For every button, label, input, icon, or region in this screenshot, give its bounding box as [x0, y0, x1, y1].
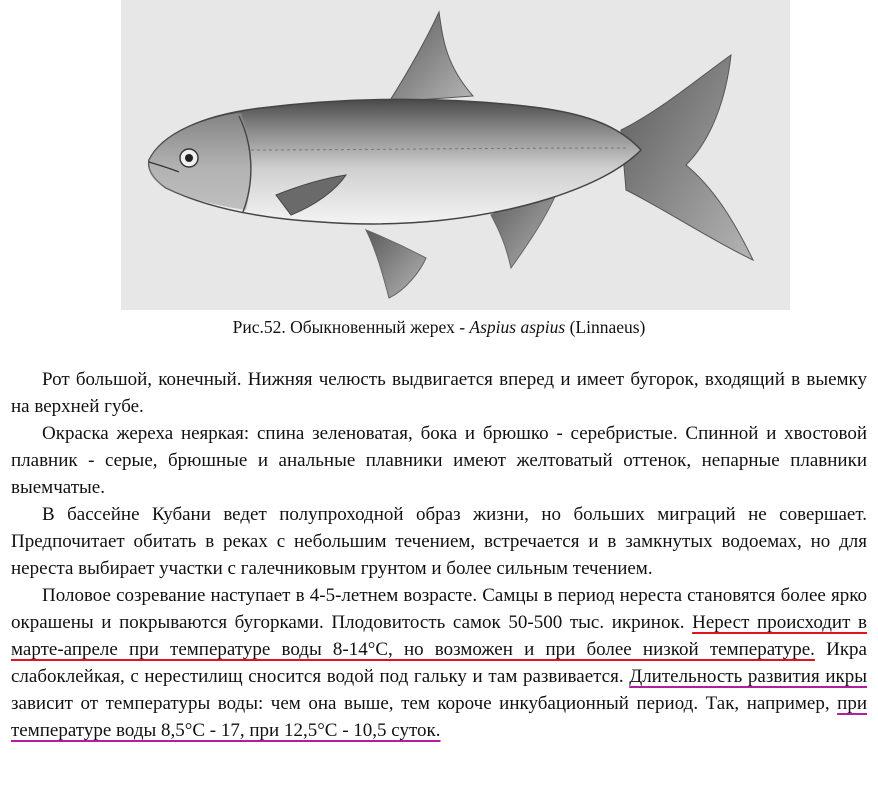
fish-figure: [121, 0, 790, 310]
caption-suffix: (Linnaeus): [565, 317, 646, 337]
caption-prefix: Рис.52. Обыкновенный жерех -: [232, 317, 470, 337]
reproduction-text-1: Половое созревание наступает в 4-5-летнем возрасте. Самцы в период нереста становятся более ярко окрашены и покрываются бугорками. Плодовитость самок 50-500 тыс. икринок.: [11, 585, 867, 633]
caption-latin-name: Aspius aspius: [469, 317, 566, 337]
figure-caption: [0, 316, 878, 338]
highlight-temperature-example: при температуре воды 8,5°С - 17, при 12,5°С - 10,5 суток.: [11, 693, 867, 741]
paragraph-mouth: Рот большой, конечный. Нижняя челюсть выдвигается вперед и имеет бугорок, входящий в выемку на верхней губе.: [11, 369, 867, 417]
highlight-development-duration: Длительность развития икры: [629, 666, 867, 687]
paragraph-habitat: В бассейне Кубани ведет полупроходной образ жизни, но больших миграций не совершает. Предпочитает обитать в реках с небольшим течением, встречается и в замкнутых водоемах, но для нереста выбирает участки с галечниковым грунтом и более сильным течением.: [11, 504, 867, 579]
paragraph-reproduction: [11, 582, 867, 744]
fish-illustration-icon: [121, 0, 790, 310]
article-body: [11, 366, 867, 744]
reproduction-text-3: зависит от температуры воды: чем она выше, тем короче инкубационный период. Так, например,: [11, 693, 838, 714]
reproduction-text-2: Икра слабоклейкая, с нерестилищ сносится водой под гальку и там развивается.: [11, 639, 867, 687]
paragraph-coloring: Окраска жереха неяркая: спина зеленоватая, бока и брюшко - серебристые. Спинной и хвостовой плавник - серые, брюшные и анальные плавники имеют желтоватый оттенок, непарные плавники выемчатые.: [11, 423, 867, 498]
highlight-spawning-time: Нерест происходит в марте-апреле при температуре воды 8-14°С, но возможен и при более низкой температуре.: [11, 612, 868, 660]
